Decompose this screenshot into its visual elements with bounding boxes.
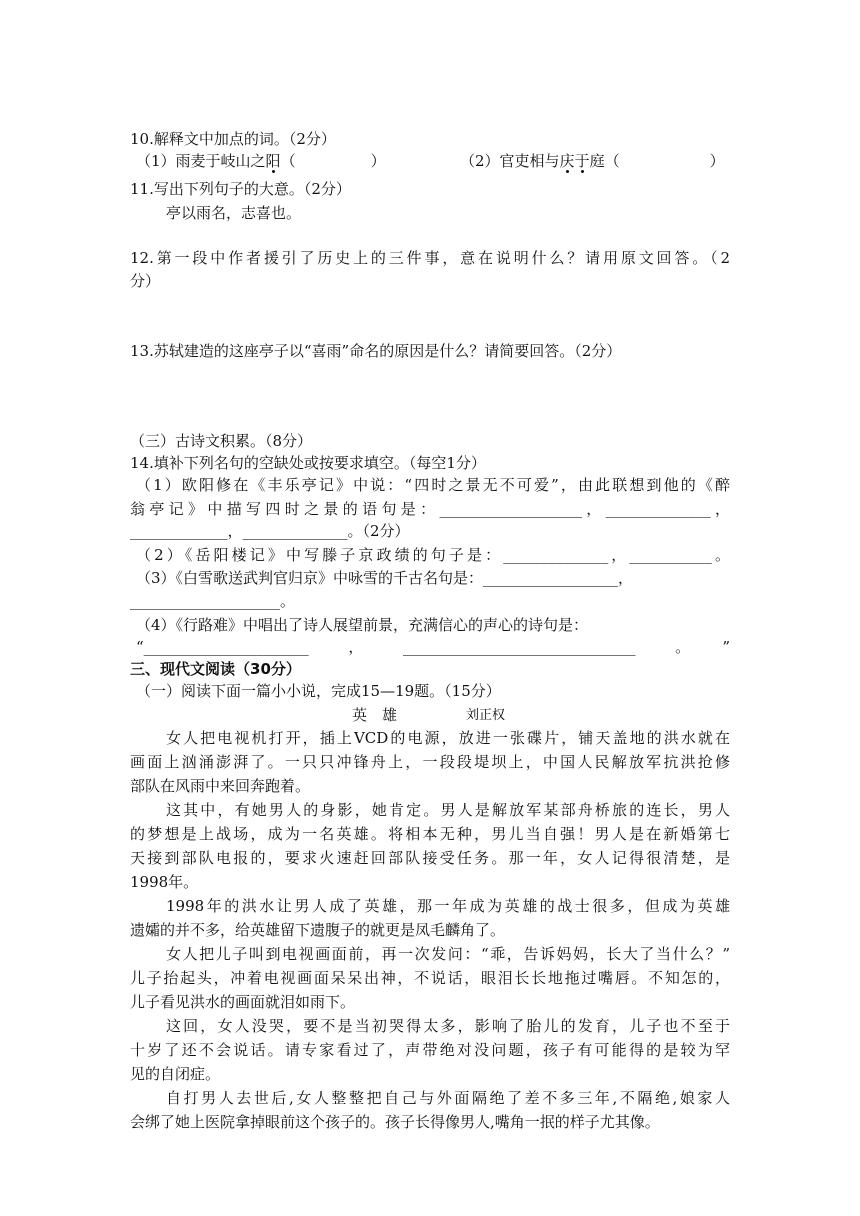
story-line: 会绑了她上医院拿掉眼前这个孩子的。孩子长得像男人,嘴角一抿的样子尤其像。: [130, 1113, 660, 1131]
part3-subheading: （一）阅读下面一篇小小说，完成15—19题。（15分）: [136, 682, 501, 700]
q10-item2-dotted-char-1: 庆: [559, 152, 575, 170]
story-line: 这回，女人没哭，要不是当初哭得太多，影响了胎儿的发育，儿子也不至于: [166, 1017, 730, 1035]
story-line: 的梦想是上战场，成为一名英雄。将相本无种，男儿当自强！男人是在新婚第七: [130, 825, 730, 843]
part3-heading: 三、现代文阅读（30分）: [130, 660, 301, 678]
q10-item1: [136, 150, 386, 172]
q14-3-line-1: （3）《白雪歌送武判官归京》中咏雪的千古名句是：__________________，: [136, 569, 634, 587]
q10-title: 10.解释文中加点的词。（2分）: [130, 130, 336, 148]
q10-item2: [460, 150, 725, 172]
section3-heading: （三）古诗文积累。（8分）: [130, 432, 313, 450]
story-line: 自打男人去世后,女人整整把自己与外面隔绝了差不多三年,不隔绝,娘家人: [166, 1089, 730, 1107]
q10-item1-dotted-char: 阳: [265, 152, 281, 170]
story-line: 部队在风雨中来回奔跑着。: [130, 777, 311, 795]
story-line: 儿子抬起头，冲着电视画面呆呆出神，不说话，眼泪长长地拖过嘴唇。不知怎的，: [130, 969, 730, 987]
story-line: 1998年。: [130, 873, 199, 891]
q10-item1-prefix: （1）雨麦于岐山之: [136, 152, 266, 170]
q10-item2-suffix: 庭: [589, 152, 605, 170]
story-line: 儿子看见洪水的画面就泪如雨下。: [130, 993, 356, 1011]
q14-4-line-1: （4）《行路难》中唱出了诗人展望前景，充满信心的声心的诗句是：: [136, 616, 589, 634]
story-author: 刘正权: [466, 708, 506, 723]
q13-text: 13.苏轼建造的这座亭子以“喜雨”命名的原因是什么？请简要回答。（2分）: [130, 342, 622, 360]
q10-item2-prefix: （2）官吏相与: [460, 152, 560, 170]
story-line: 这其中，有她男人的身影，她肯定。男人是解放军某部舟桥旅的连长，男人: [166, 801, 730, 819]
q14-1-line-1: （1）欧阳修在《丰乐亭记》中说：“四时之景无不可爱”，由此联想到他的《醉: [136, 476, 730, 494]
q14-title: 14.填补下列名句的空缺处或按要求填空。（每空1分）: [130, 454, 486, 472]
q11-sentence: 亭以雨名，志喜也。: [166, 204, 302, 222]
story-line: 画面上汹涌澎湃了。一只只冲锋舟上，一段段堤坝上，中国人民解放军抗洪抢修: [130, 753, 730, 771]
q14-1-line-3: _____________，______________。（2分）: [130, 522, 410, 540]
story-title: 英 雄: [352, 706, 398, 724]
story-line: 遗孀的并不多，给英雄留下遗腹子的就更是凤毛麟角了。: [130, 921, 506, 939]
q12-line-1: 12.第一段中作者援引了历史上的三件事，意在说明什么？请用原文回答。（2: [130, 249, 730, 267]
q11-title: 11.写出下列句子的大意。（2分）: [130, 180, 351, 198]
story-line: 女人把儿子叫到电视画面前，再一次发问：“乖，告诉妈妈，长大了当什么？”: [166, 945, 730, 963]
q10-item1-blank: （ ）: [280, 152, 386, 170]
q14-1-line-2: 翁亭记》中描写四时之景的语句是：___________________，______________，: [130, 500, 730, 518]
story-line: 十岁了还不会说话。请专家看过了，声带绝对没问题，孩子有可能得的是较为罕: [130, 1041, 730, 1059]
story-line: 见的自闭症。: [130, 1065, 221, 1083]
q10-item2-dotted-char-2: 于: [574, 152, 590, 170]
story-line: 天接到部队电报的，要求火速赶回部队接受任务。那一年，女人记得很清楚，是: [130, 849, 730, 867]
story-line: 女人把电视机打开，插上VCD的电源，放进一张碟片，铺天盖地的洪水就在: [166, 729, 730, 747]
q14-3-line-2: ____________________。: [130, 592, 296, 610]
q14-2: （2）《岳阳楼记》中写滕子京政绩的句子是：______________，___________。: [136, 546, 730, 564]
q10-item2-blank: （ ）: [604, 152, 725, 170]
q12-line-2: 分）: [130, 272, 161, 290]
story-line: 1998年的洪水让男人成了英雄，那一年成为英雄的战士很多，但成为英雄: [166, 897, 730, 915]
q14-4-line-2: “______________________，_______________________________。”: [136, 638, 730, 656]
